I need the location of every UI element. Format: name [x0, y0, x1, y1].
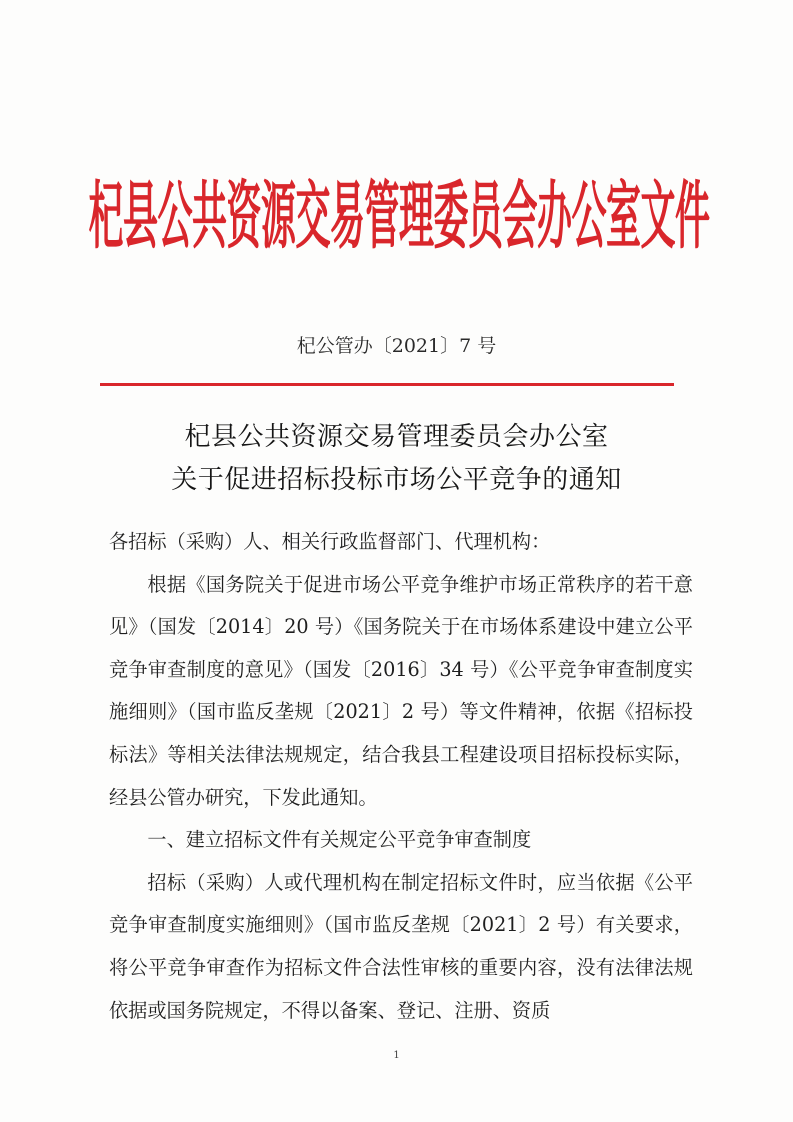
red-header-title: 杞县公共资源交易管理委员会办公室文件 — [88, 173, 710, 260]
section-heading-1: 一、建立招标文件有关规定公平竞争审查制度 — [147, 828, 532, 852]
document-number: 杞公管办〔2021〕7 号 — [296, 335, 497, 357]
page-number: 1 — [393, 1050, 400, 1061]
paragraph-fair-competition-review: 招标（采购）人或代理机构在制定招标文件时，应当依据《公平竞争审查制度实施细则》（国市监反垄规〔2021〕2 号）有关要求，将公平竞争审查作为招标文件合法性审核的重要内容，没有法律法规依据或国务院规定，不得以备案、登记、注册、资质 — [109, 870, 693, 1022]
notice-title-line-2: 关于促进招标投标市场公平竞争的通知 — [171, 465, 622, 495]
red-separator-line — [100, 383, 674, 386]
salutation: 各招标（采购）人、相关行政监督部门、代理机构： — [109, 530, 551, 553]
notice-title-line-1: 杞县公共资源交易管理委员会办公室 — [184, 422, 609, 452]
notice-body — [109, 521, 693, 1032]
paragraph-basis: 根据《国务院关于促进市场公平竞争维护市场正常秩序的若干意见》（国发〔2014〕20 号）《国务院关于在市场体系建设中建立公平竞争审查制度的意见》（国发〔2016〕34 号）《公平竞争审查制度实施细则》（国市监反垄规〔2021〕2 号）等文件精神，依据《招标投标法》等相关法律法规规定，结合我县工程建设项目招标投标实际，经县公管办研究，下发此通知。 — [109, 572, 693, 809]
red-header-banner — [88, 168, 710, 268]
